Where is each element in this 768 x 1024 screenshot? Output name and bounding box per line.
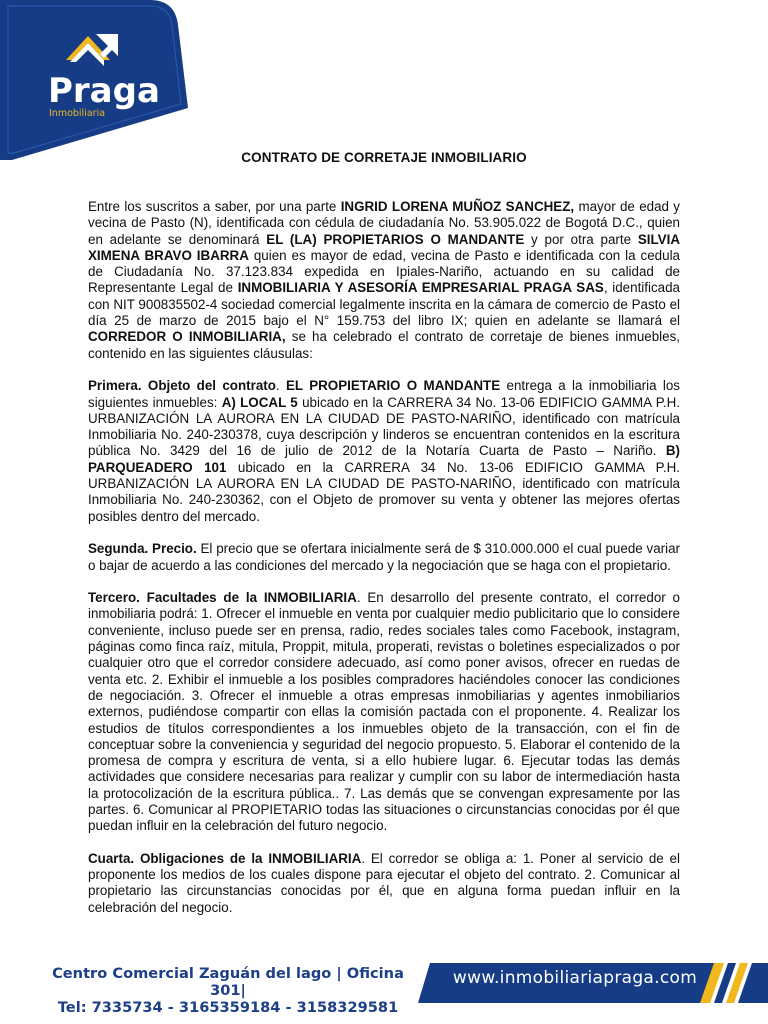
bold-text: SILVIA XIMENA BRAVO IBARRA	[88, 231, 680, 263]
text-run: . En desarrollo del presente contrato, el corredor o inmobiliaria podrá: 1. Ofrecer el inmueble en venta por cualquier medio publicitario que lo considere conveniente, incluso puede ser en prensa, radio, redes sociales tales como Facebook, instagram, páginas como finca raíz, mitula, Proppit, mitula, properati, revistas o boletines especializados o por cualquier otro que el corredor considere adecuado, así como poner avisos, ofrecer en ruedas de venta etc. 2. Exhibir el inmueble a los posibles compradores haciéndoles conocer las condiciones de negociación. 3. Ofrecer el inmueble a otras empresas inmobiliarias y agentes inmobiliarios externos, pudiéndose compartir con ellas la comisión pactada con el proponente. 4. Realizar los estudios de títulos correspondientes a los inmuebles objeto de la transacción, con el fin de conceptuar sobre la conveniencia y seguridad del negocio propuesto. 5. Elaborar el contenido de la promesa de compra y escritura de venta, si a ello hubiere lugar. 6. Ejecutar todas las demás actividades que considere necesarias para realizar y cumplir con su labor de intermediación hasta la protocolización de la escritura pública.. 7. Las demás que se convengan expresamente por las partes. 6. Comunicar al PROPIETARIO todas las situaciones o circunstancias conocidas por él que puedan influir en la celebración del futuro negocio.	[88, 590, 680, 834]
text-run: . El corredor se obliga a: 1. Poner al servicio de el proponente los medios de los cuales dispone para ejecutar el objeto del contrato. 2. Comunicar al propietario las circunstancias conocidas por él, que en alguna forma puedan influir en la celebración del negocio.	[88, 850, 680, 915]
bold-text: INGRID LORENA MUÑOZ SANCHEZ,	[340, 199, 575, 214]
footer-contact	[38, 965, 418, 1016]
text-run: se ha celebrado el contrato de corretaje de bienes inmuebles, contenido en las siguientes cláusulas:	[88, 329, 680, 361]
bold-text: Primera. Objeto del contrato	[88, 378, 276, 394]
text-run: quien es mayor de edad, vecina de Pasto e identificada con la cedula de Ciudadanía No. 37.123.834 expedida en Ipiales-Nariño, actuando en su calidad de Representante Legal de	[88, 247, 680, 296]
footer	[0, 955, 768, 1024]
footer-phones: Tel: 7335734 - 3165359184 - 3158329581	[57, 999, 399, 1016]
bold-text: A) LOCAL 5	[221, 394, 298, 410]
contract-body	[88, 199, 680, 932]
bold-text: EL PROPIETARIO O MANDANTE	[285, 378, 501, 394]
logo-sub: Inmobiliaria	[49, 108, 106, 119]
footer-website-link[interactable]: www.inmobiliariapraga.com	[452, 968, 698, 988]
praga-logo	[0, 0, 200, 170]
text-run: y por otra parte	[524, 231, 638, 247]
text-run: ubicado en la CARRERA 34 No. 13-06 EDIFICIO GAMMA P.H. URBANIZACIÓN LA AURORA EN LA CIUDAD DE PASTO-NARIÑO, identificado con matrícula Inmobiliaria No. 240-230362, con el Objeto de promover su venta y obtener las mejores ofertas posibles dentro del mercado.	[88, 459, 680, 524]
text-run: entrega a la inmobiliaria los siguientes inmuebles:	[88, 378, 680, 410]
contract-paragraph	[88, 199, 680, 362]
contract-paragraph	[88, 541, 680, 574]
bold-text: CORREDOR O INMOBILIARIA,	[88, 329, 286, 345]
contract-paragraph	[88, 590, 680, 834]
text-run: Entre los suscritos a saber, por una parte	[88, 199, 341, 214]
bold-text: Segunda. Precio.	[88, 541, 197, 557]
contract-paragraph	[88, 851, 680, 916]
bold-text: B) PARQUEADERO 101	[88, 443, 680, 475]
document-title: CONTRATO DE CORRETAJE INMOBILIARIO	[241, 150, 527, 165]
logo-brand: Praga	[48, 71, 160, 111]
bold-text: INMOBILIARIA Y ASESORÍA EMPRESARIAL PRAGA SAS	[237, 280, 604, 296]
text-run: ubicado en la CARRERA 34 No. 13-06 EDIFICIO GAMMA P.H. URBANIZACIÓN LA AURORA EN LA CIUDAD DE PASTO-NARIÑO, identificado con matrícula Inmobiliaria No. 240-230378, cuya descripción y linderos se encuentran contenidos en la escritura pública No. 3429 del 16 de julio de 2012 de la Notaría Cuarta de Pasto – Nariño.	[88, 394, 681, 459]
text-run: El precio que se ofertara inicialmente será de $ 310.000.000 el cual puede variar o bajar de acuerdo a las condiciones del mercado y la negociación que se haga con el propietario.	[88, 541, 680, 573]
text-run: , identificada con NIT 900835502-4 sociedad comercial legalmente inscrita en la cámara de comercio de Pasto el día 25 de marzo de 2015 bajo el N° 159.753 del libro IX; quien en adelante se llamará el	[88, 280, 681, 329]
text-run: .	[275, 378, 286, 394]
text-run: mayor de edad y vecina de Pasto (N), identificada con cédula de ciudadanía No. 53.905.022 de Bogotá D.C., quien en adelante se denominará	[88, 199, 681, 247]
praga-logo-graphic	[0, 0, 200, 170]
bold-text: Tercero. Facultades de la INMOBILIARIA	[88, 590, 357, 606]
bold-text: Cuarta. Obligaciones de la INMOBILIARIA	[88, 850, 362, 866]
bold-text: EL (LA) PROPIETARIOS O MANDANTE	[266, 231, 525, 247]
footer-address: Centro Comercial Zaguán del lago | Oficina 301|	[52, 965, 404, 999]
contract-paragraph	[88, 378, 680, 525]
